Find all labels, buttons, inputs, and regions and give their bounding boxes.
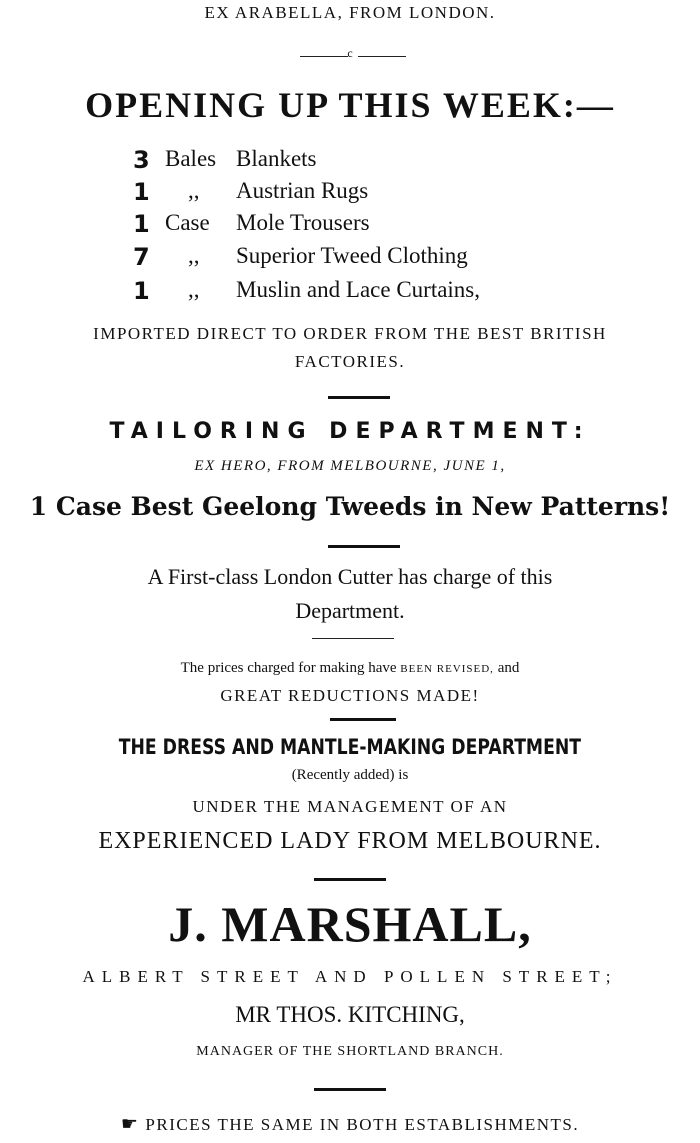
headline: OPENING UP THIS WEEK:— [85,85,615,125]
cutter-line-1: A First-class London Cutter has charge of this [147,564,553,589]
prices-line-1: The prices charged for making have BEEN REVISED, and [180,660,520,676]
tweeds-line: 1 Case Best Geelong Tweeds in New Patterns! [29,492,671,521]
divider-rule [314,1088,386,1091]
dress-lady: EXPERIENCED LADY FROM MELBOURNE. [98,828,602,854]
ship-line: EX ARABELLA, FROM LONDON. [204,3,496,22]
tailoring-ship-line: EX HERO, FROM MELBOURNE, JUNE 1, [194,458,506,474]
ornament-mark: c [347,46,353,60]
divider-rule [328,396,390,399]
dress-added: (Recently added) is [291,767,409,783]
business-name: J. MARSHALL, [168,896,532,952]
prices-line-2: GREAT REDUCTIONS MADE! [220,686,480,705]
dress-management: UNDER THE MANAGEMENT OF AN [192,797,508,816]
business-address: ALBERT STREET AND POLLEN STREET; [82,967,618,986]
list-item: 1 ,, Muslin and Lace Curtains, [133,277,481,305]
list-item: 3 Bales Blankets [133,146,317,174]
imported-line-1: IMPORTED DIRECT TO ORDER FROM THE BEST BRITISH [93,324,607,343]
list-item: 1 ,, Austrian Rugs [133,178,369,206]
imported-line-2: FACTORIES. [294,352,406,371]
prices-note: ☛ PRICES THE SAME IN BOTH ESTABLISHMENTS. [120,1114,580,1135]
divider-rule [312,638,394,639]
list-item: 7 ,, Superior Tweed Clothing [133,243,468,271]
divider-rule [314,878,386,881]
dress-title: THE DRESS AND MANTLE-MAKING DEPARTMENT [118,735,582,759]
divider-rule [328,545,400,548]
manager-name: MR THOS. KITCHING, [235,1002,465,1027]
divider-rule [330,718,396,721]
tailoring-title: TAILORING DEPARTMENT: [109,419,591,444]
list-item: 1 Case Mole Trousers [133,210,370,238]
pointing-hand-icon: ☛ [120,1114,140,1135]
cutter-line-2: Department. [295,598,405,623]
ornament-rule-right [358,56,406,57]
manager-title: MANAGER OF THE SHORTLAND BRANCH. [196,1044,504,1059]
